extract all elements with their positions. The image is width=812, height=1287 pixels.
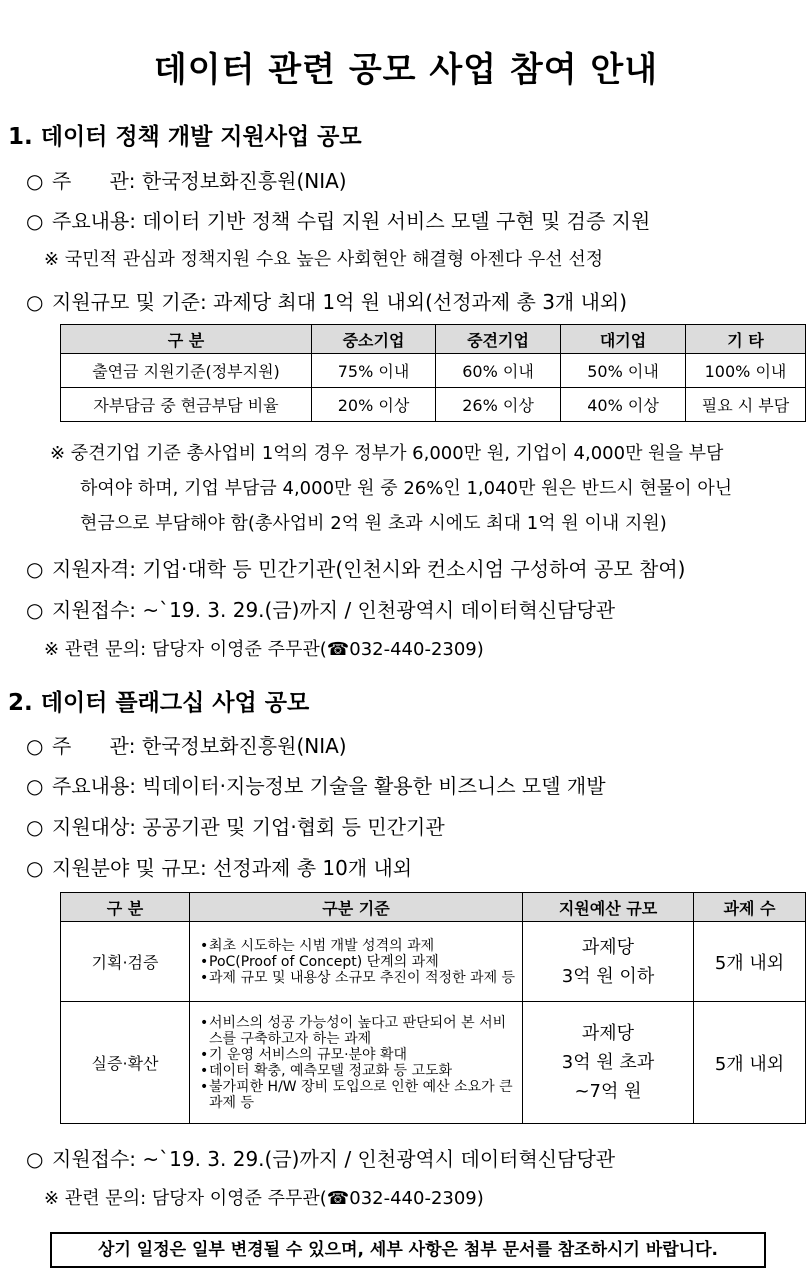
table-header-cell: 과제 수 xyxy=(694,893,806,922)
s1-item-scale: ○ 지원규모 및 기준: 과제당 최대 1억 원 내외(선정과제 총 3개 내외) xyxy=(26,290,628,314)
s1-note-priority: ※ 국민적 관심과 정책지원 수요 높은 사회현안 해결형 아젠다 우선 선정 xyxy=(44,249,604,270)
table-row xyxy=(61,922,806,1002)
table-header-cell: 기 타 xyxy=(686,325,806,354)
list-item: • 과제 규모 및 내용상 소규모 추진이 적정한 과제 등 xyxy=(200,970,516,986)
table-row xyxy=(61,388,806,422)
table-cell: 20% 이상 xyxy=(312,388,436,422)
table-cell-budget: 과제당 3억 원 이하 xyxy=(523,922,694,1002)
s2-item-submission: ○ 지원접수: ~`19. 3. 29.(금)까지 / 인천광역시 데이터혁신담당관 xyxy=(26,1147,616,1171)
table-header-row xyxy=(61,325,806,354)
table-cell-budget: 과제당 3억 원 초과 ~7억 원 xyxy=(523,1002,694,1124)
table-row xyxy=(61,1002,806,1124)
table-cell: 100% 이내 xyxy=(686,354,806,388)
s1-item-content: ○ 주요내용: 데이터 기반 정책 수립 지원 서비스 모델 구현 및 검증 지원 xyxy=(26,209,651,233)
table-cell-criteria xyxy=(190,1002,523,1124)
s1-item-submission: ○ 지원접수: ~`19. 3. 29.(금)까지 / 인천광역시 데이터혁신담당관 xyxy=(26,598,616,622)
table-cell-category: 실증·확산 xyxy=(61,1002,190,1124)
list-item: • 기 운영 서비스의 규모·분야 확대 xyxy=(200,1047,516,1063)
s1-item-organizer: ○ 주 관: 한국정보화진흥원(NIA) xyxy=(26,169,347,193)
s2-item-scale: ○ 지원분야 및 규모: 선정과제 총 10개 내외 xyxy=(26,856,413,880)
s1-note-midsize-example: ※ 중견기업 기준 총사업비 1억의 경우 정부가 6,000만 원, 기업이 4,000만 원을 부담 하여야 하며, 기업 부담금 4,000만 원 중 26%인 1,040만 원은 반드시 현물이 아닌 현금으로 부담해야 함(총사업비 2억 원 초과 시에도 최대 1억 원 이내 지원) xyxy=(50,443,733,534)
list-item: • 불가피한 H/W 장비 도입으로 인한 예산 소요가 큰 과제 등 xyxy=(200,1079,516,1111)
list-item: • 데이터 확충, 예측모델 정교화 등 고도화 xyxy=(200,1063,516,1079)
table-header-cell: 대기업 xyxy=(561,325,686,354)
table-header-cell: 지원예산 규모 xyxy=(523,893,694,922)
s2-contact: ※ 관련 문의: 담당자 이영준 주무관(☎032-440-2309) xyxy=(44,1188,484,1209)
table-cell: 필요 시 부담 xyxy=(686,388,806,422)
table-header-cell: 구분 기준 xyxy=(190,893,523,922)
footer-notice: 상기 일정은 일부 변경될 수 있으며, 세부 사항은 첨부 문서를 참조하시기 바랍니다. xyxy=(50,1232,766,1268)
list-item: • PoC(Proof of Concept) 단계의 과제 xyxy=(200,954,516,970)
page-title: 데이터 관련 공모 사업 참여 안내 xyxy=(153,50,659,90)
table-cell: 출연금 지원기준(정부지원) xyxy=(61,354,312,388)
table-cell-count: 5개 내외 xyxy=(694,922,806,1002)
list-item: • 최초 시도하는 시범 개발 성격의 과제 xyxy=(200,938,516,954)
table-cell: 50% 이내 xyxy=(561,354,686,388)
table-cell-category: 기획·검증 xyxy=(61,922,190,1002)
table-row xyxy=(61,354,806,388)
table-cell: 자부담금 중 현금부담 비율 xyxy=(61,388,312,422)
table-header-cell: 중소기업 xyxy=(312,325,436,354)
table-cell: 40% 이상 xyxy=(561,388,686,422)
table-cell: 75% 이내 xyxy=(312,354,436,388)
table-header-cell: 구 분 xyxy=(61,893,190,922)
s1-item-eligibility: ○ 지원자격: 기업·대학 등 민간기관(인천시와 컨소시엄 구성하여 공모 참여) xyxy=(26,557,686,581)
table-header-row xyxy=(61,893,806,922)
table-header-cell: 중견기업 xyxy=(436,325,561,354)
section1-heading: 1. 데이터 정책 개발 지원사업 공모 xyxy=(8,124,362,150)
table-cell-criteria xyxy=(190,922,523,1002)
s2-item-content: ○ 주요내용: 빅데이터·지능정보 기술을 활용한 비즈니스 모델 개발 xyxy=(26,774,606,798)
table-cell: 26% 이상 xyxy=(436,388,561,422)
table-header-cell: 구 분 xyxy=(61,325,312,354)
s2-item-organizer: ○ 주 관: 한국정보화진흥원(NIA) xyxy=(26,734,347,758)
table-cell: 60% 이내 xyxy=(436,354,561,388)
s2-category-table xyxy=(60,892,806,1124)
section2-heading: 2. 데이터 플래그십 사업 공모 xyxy=(8,690,310,716)
table-cell-count: 5개 내외 xyxy=(694,1002,806,1124)
s1-contact: ※ 관련 문의: 담당자 이영준 주무관(☎032-440-2309) xyxy=(44,639,484,660)
s2-item-target: ○ 지원대상: 공공기관 및 기업·협회 등 민간기관 xyxy=(26,815,445,839)
s1-support-table xyxy=(60,324,806,422)
list-item: • 서비스의 성공 가능성이 높다고 판단되어 본 서비스를 구축하고자 하는 과제 xyxy=(200,1015,516,1047)
